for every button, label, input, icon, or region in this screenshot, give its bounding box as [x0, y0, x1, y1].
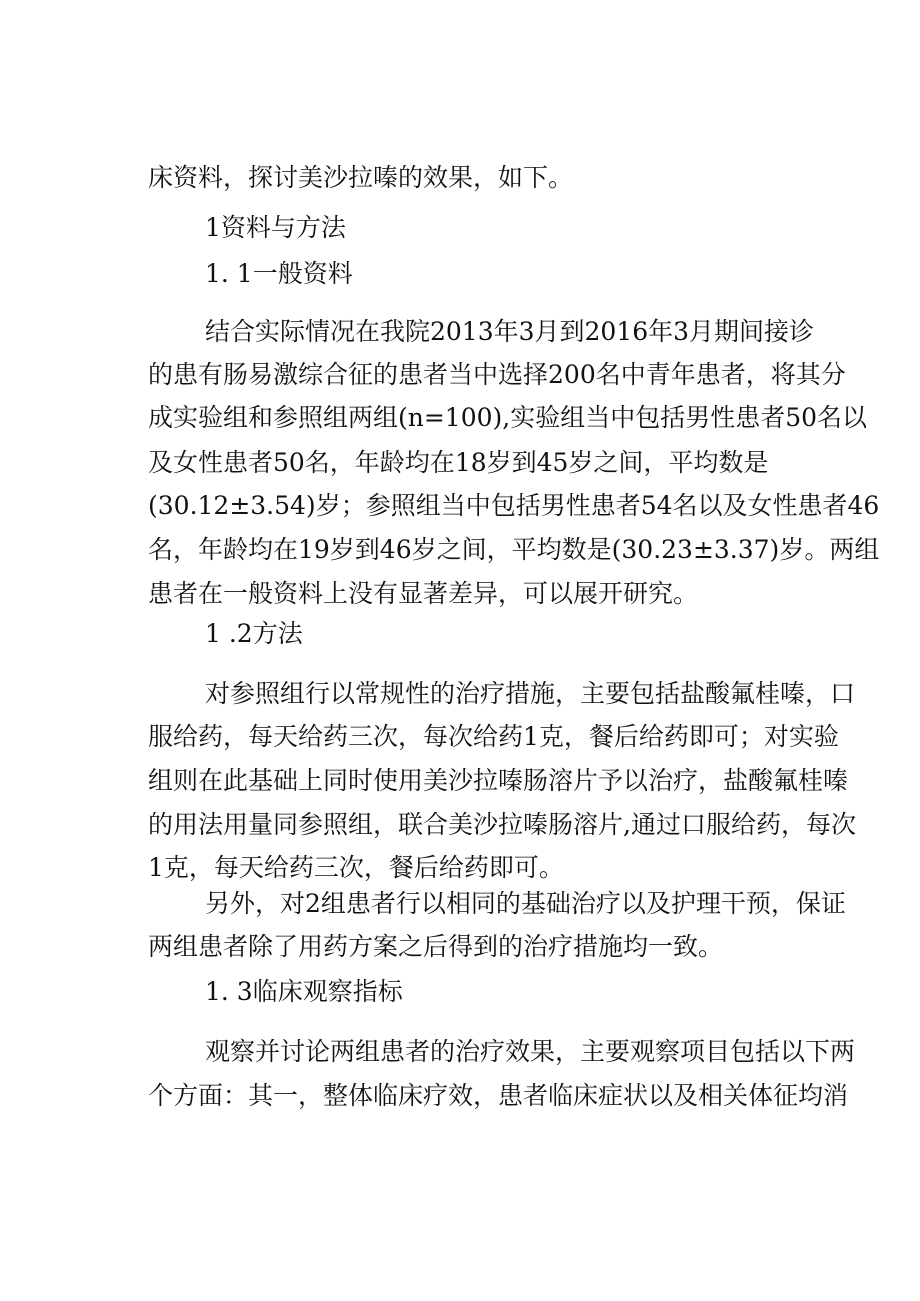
- text-line: 结合实际情况在我院2013年3月到2016年3月期间接诊: [205, 317, 815, 346]
- text-line: 的患有肠易激综合征的患者当中选择200名中青年患者，将其分: [148, 360, 846, 389]
- section-heading: 1资料与方法: [205, 213, 346, 242]
- text-line: (30.12±3.54)岁；参照组当中包括男性患者54名以及女性患者46: [148, 491, 880, 520]
- text-line: 名，年龄均在19岁到46岁之间，平均数是(30.23±3.37)岁。两组: [148, 535, 880, 564]
- text-line: 观察并讨论两组患者的治疗效果，主要观察项目包括以下两: [205, 1037, 856, 1066]
- text-line: 床资料，探讨美沙拉嗪的效果，如下。: [148, 163, 574, 192]
- text-line: 个方面：其一，整体临床疗效，患者临床症状以及相关体征均消: [148, 1081, 849, 1110]
- text-line: 服给药，每天给药三次，每次给药1克，餐后给药即可；对实验: [148, 722, 839, 751]
- text-line: 患者在一般资料上没有显著差异，可以展开研究。: [148, 579, 699, 608]
- text-line: 组则在此基础上同时使用美沙拉嗪肠溶片予以治疗，盐酸氟桂嗪: [148, 766, 849, 795]
- subsection-heading: 1. 3临床观察指标: [205, 977, 403, 1006]
- text-line: 及女性患者50名，年龄均在18岁到45岁之间，平均数是: [148, 448, 769, 477]
- text-line: 的用法用量同参照组，联合美沙拉嗪肠溶片,通过口服给药，每次: [148, 810, 856, 839]
- text-line: 对参照组行以常规性的治疗措施，主要包括盐酸氟桂嗪，口: [205, 679, 856, 708]
- subsection-heading: 1 .2方法: [205, 619, 303, 648]
- text-line: 1克，每天给药三次，餐后给药即可。: [148, 853, 564, 882]
- text-line: 另外，对2组患者行以相同的基础治疗以及护理干预，保证: [205, 889, 846, 918]
- text-line: 两组患者除了用药方案之后得到的治疗措施均一致。: [148, 932, 724, 961]
- subsection-heading: 1. 1一般资料: [205, 259, 353, 288]
- text-line: 成实验组和参照组两组(n=100),实验组当中包括男性患者50名以: [148, 403, 868, 432]
